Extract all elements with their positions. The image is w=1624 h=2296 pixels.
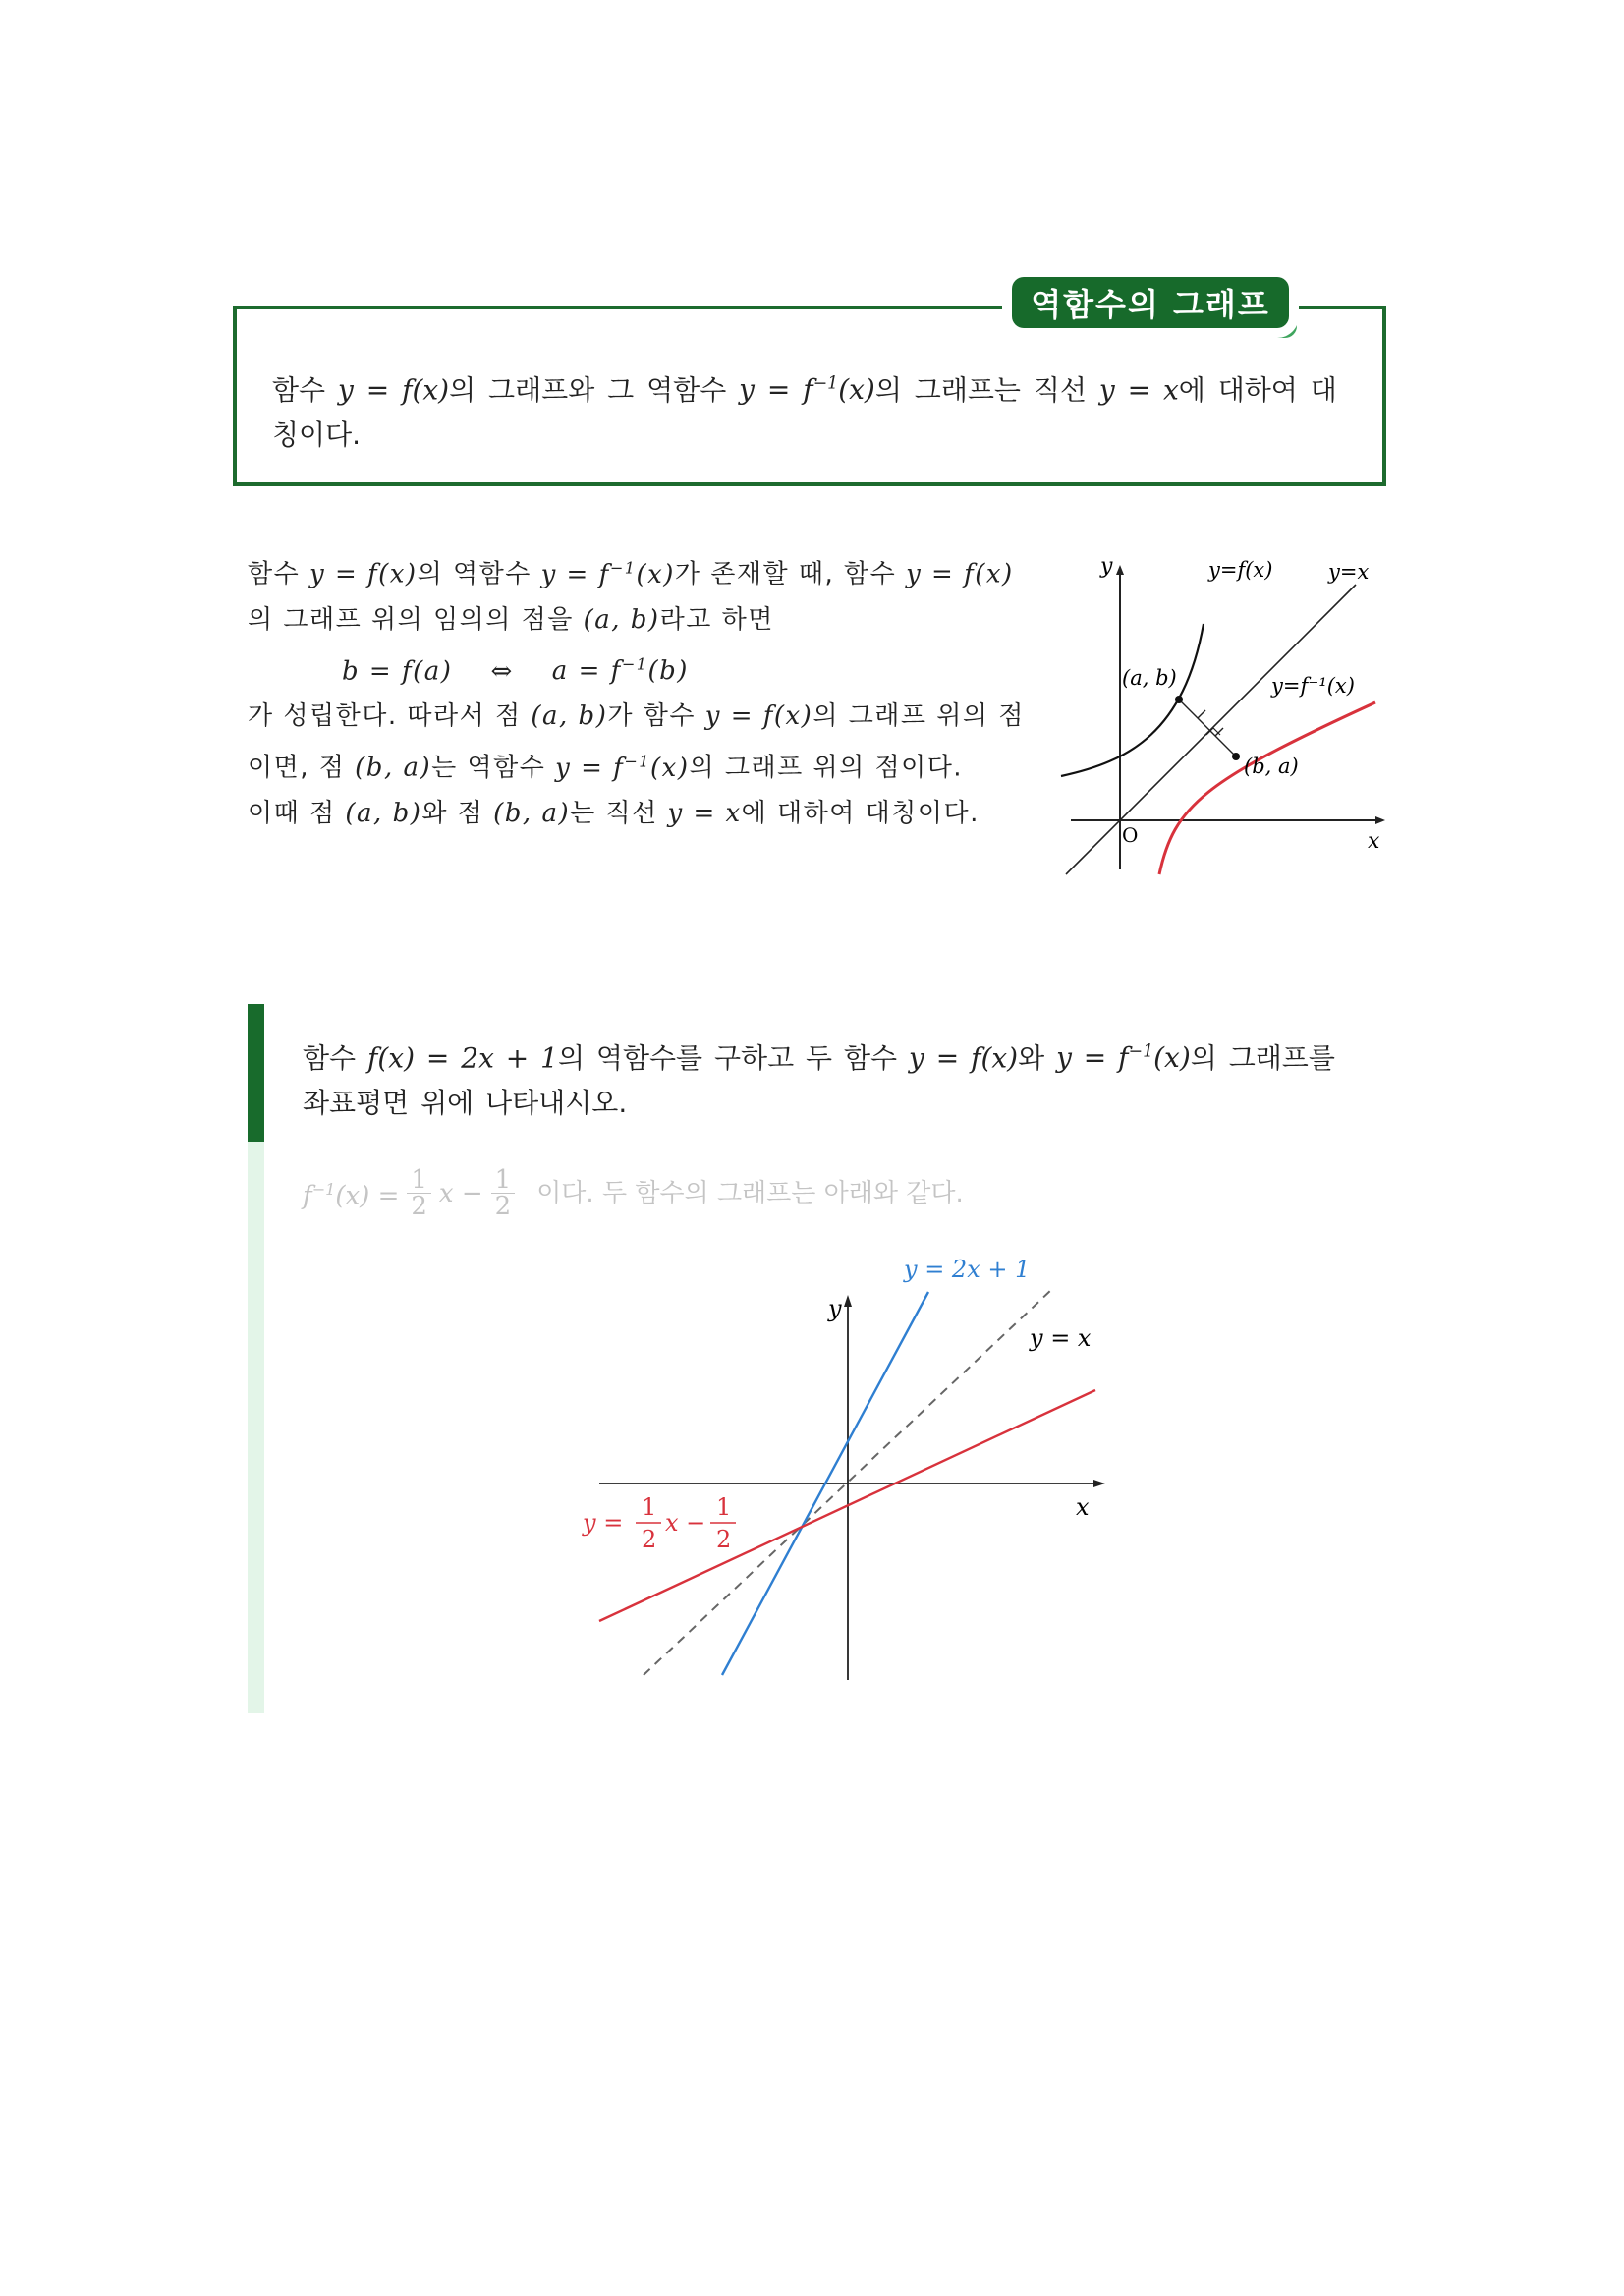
exp-t2: 의 역함수 bbox=[417, 559, 532, 589]
ans-lhs-a: f bbox=[303, 1181, 312, 1211]
exp-m9b: (x) bbox=[650, 753, 690, 783]
def-text-3: 의 그래프는 직선 bbox=[874, 373, 1087, 407]
ex-t1: 함수 bbox=[303, 1041, 357, 1075]
fig1-label-ba: (b, a) bbox=[1244, 755, 1299, 778]
def-math-inverse-a: y = f bbox=[739, 373, 813, 407]
fig1-label-yx: y=x bbox=[1328, 560, 1370, 584]
fig1-label-origin: O bbox=[1122, 823, 1139, 847]
eq-arrow: ⇔ bbox=[490, 656, 514, 687]
ans-frac-1 bbox=[407, 1167, 431, 1219]
ans-lhs-b: (x) = bbox=[335, 1181, 400, 1211]
exp-t11: 이때 점 bbox=[248, 798, 336, 828]
exp-m6: (a, b) bbox=[531, 701, 608, 732]
inverse-graph-figure bbox=[1051, 535, 1395, 879]
ex-m3a: y = f bbox=[1056, 1041, 1129, 1075]
def-text-2: 의 그래프와 그 역함수 bbox=[449, 373, 727, 407]
fig1-curve-f-inverse bbox=[1159, 702, 1375, 874]
fig1-point-ba bbox=[1232, 753, 1240, 760]
fig1-label-x: x bbox=[1368, 829, 1380, 854]
fig2-label-f: y = 2x + 1 bbox=[904, 1256, 1031, 1283]
section-title: 역함수의 그래프 bbox=[1012, 277, 1289, 328]
example-problem bbox=[303, 1030, 1364, 1126]
exp-t7: 가 함수 bbox=[607, 701, 696, 732]
exp-t8: 의 그래프 위의 점이면, 점 bbox=[248, 701, 1025, 783]
fig1-label-ab: (a, b) bbox=[1122, 666, 1177, 690]
ex-m2: y = f(x) bbox=[909, 1041, 1019, 1075]
def-math-inverse-sup: −1 bbox=[812, 374, 839, 394]
fig1-line-y-equals-x bbox=[1066, 585, 1356, 874]
ex-t3: 와 bbox=[1018, 1041, 1045, 1075]
eq-right-a: a = f bbox=[551, 656, 622, 687]
fig1-y-arrow bbox=[1116, 565, 1124, 575]
fig2-label-x: x bbox=[1076, 1493, 1090, 1521]
ans-frac2-den: 2 bbox=[494, 1192, 512, 1221]
exp-m9 bbox=[555, 754, 689, 783]
def-math-inverse-b: (x) bbox=[838, 373, 875, 407]
exp-m4: y = f(x) bbox=[906, 559, 1014, 589]
ex-m3b: (x) bbox=[1153, 1041, 1191, 1075]
exp-t12: 와 점 bbox=[421, 798, 484, 828]
answer-text bbox=[303, 1167, 1089, 1219]
exp-t13: 는 직선 bbox=[570, 798, 658, 828]
exp-m1: y = f(x) bbox=[309, 559, 418, 589]
ex-m3sup: −1 bbox=[1128, 1042, 1154, 1062]
fig2-inv-mid: x − bbox=[665, 1509, 706, 1537]
exp-t9: 는 역함수 bbox=[431, 753, 546, 783]
exp-m7: y = f(x) bbox=[704, 701, 813, 732]
ans-mid: x − bbox=[438, 1178, 483, 1208]
ans-frac2-num: 1 bbox=[491, 1167, 516, 1194]
exp-m11: (a, b) bbox=[345, 798, 422, 828]
example-graph-figure bbox=[575, 1248, 1105, 1680]
fig2-y-arrow bbox=[844, 1295, 852, 1307]
explanation-paragraph bbox=[248, 545, 1034, 836]
def-math-y-x: y = x bbox=[1098, 373, 1179, 407]
def-math-y-fx: y = f(x) bbox=[338, 373, 450, 407]
exp-m2a: y = f bbox=[540, 559, 610, 589]
fig2-inv-d1: 2 bbox=[642, 1526, 657, 1553]
fig1-segment-ab-ba bbox=[1179, 700, 1236, 756]
exp-m2 bbox=[541, 560, 675, 589]
ans-frac-2 bbox=[491, 1167, 516, 1219]
ans-lhs-sup: −1 bbox=[311, 1180, 336, 1200]
fig1-tick-1 bbox=[1198, 710, 1205, 718]
ex-m1: f(x) = 2x + 1 bbox=[367, 1041, 558, 1075]
exp-t4: 의 그래프 위의 임의의 점을 bbox=[248, 604, 574, 635]
eq-right bbox=[552, 656, 689, 686]
eq-right-b: (b) bbox=[647, 656, 689, 687]
fig1-x-arrow bbox=[1375, 816, 1385, 824]
definition-statement bbox=[272, 362, 1343, 458]
exp-t6: 가 성립한다. 따라서 점 bbox=[248, 701, 522, 732]
eq-left: b = f(a) bbox=[342, 656, 453, 687]
fig2-label-yx: y = x bbox=[1030, 1324, 1092, 1352]
fig2-inv-n1: 1 bbox=[642, 1493, 657, 1521]
fig1-point-ab bbox=[1175, 696, 1183, 703]
exp-t3: 가 존재할 때, 함수 bbox=[674, 559, 897, 589]
fig1-label-y: y bbox=[1100, 554, 1113, 579]
fig2-label-f-inverse bbox=[582, 1493, 736, 1553]
exp-m5: (a, b) bbox=[583, 604, 660, 635]
ex-t4: 의 그래프를 좌표평면 위에 나타내시오. bbox=[303, 1041, 1335, 1120]
exp-t14: 에 대하여 대칭이다. bbox=[741, 798, 980, 828]
exp-t10: 의 그래프 위의 점이다. bbox=[689, 753, 964, 783]
fig1-label-finv: y=f⁻¹(x) bbox=[1271, 674, 1355, 698]
fig2-inv-d2: 2 bbox=[716, 1526, 732, 1553]
exp-m2sup: −1 bbox=[609, 558, 637, 577]
exp-m12: (b, a) bbox=[493, 798, 571, 828]
def-text-4: 에 대하여 대칭이다. bbox=[272, 373, 1337, 452]
exp-t5: 라고 하면 bbox=[659, 604, 774, 635]
fig2-inv-n2: 1 bbox=[716, 1493, 732, 1521]
exp-m9a: y = f bbox=[555, 753, 625, 783]
example-bar-accent bbox=[248, 1004, 264, 1142]
exp-m8: (b, a) bbox=[355, 753, 432, 783]
ans-frac1-den: 2 bbox=[411, 1192, 427, 1221]
exp-m13: y = x bbox=[667, 798, 742, 828]
fig2-x-arrow bbox=[1093, 1480, 1105, 1487]
def-text-1: 함수 bbox=[272, 373, 326, 407]
ans-frac1-num: 1 bbox=[407, 1167, 431, 1194]
fig1-label-fx: y=f(x) bbox=[1208, 558, 1273, 582]
exp-m2b: (x) bbox=[636, 559, 675, 589]
fig2-label-y: y bbox=[828, 1295, 842, 1322]
ans-tail: 이다. 두 함수의 그래프는 아래와 같다. bbox=[536, 1178, 964, 1208]
exp-t1: 함수 bbox=[248, 559, 301, 589]
def-math-inverse bbox=[739, 373, 875, 406]
ans-lhs bbox=[303, 1167, 399, 1219]
eq-right-sup: −1 bbox=[621, 654, 648, 674]
answer-bar-accent bbox=[248, 1142, 264, 1713]
equivalence-equation bbox=[248, 643, 1034, 695]
exp-m9sup: −1 bbox=[624, 752, 651, 771]
ex-t2: 의 역함수를 구하고 두 함수 bbox=[557, 1041, 898, 1075]
ex-m3 bbox=[1056, 1041, 1191, 1074]
fig2-inv-prefix: y = bbox=[583, 1509, 624, 1537]
